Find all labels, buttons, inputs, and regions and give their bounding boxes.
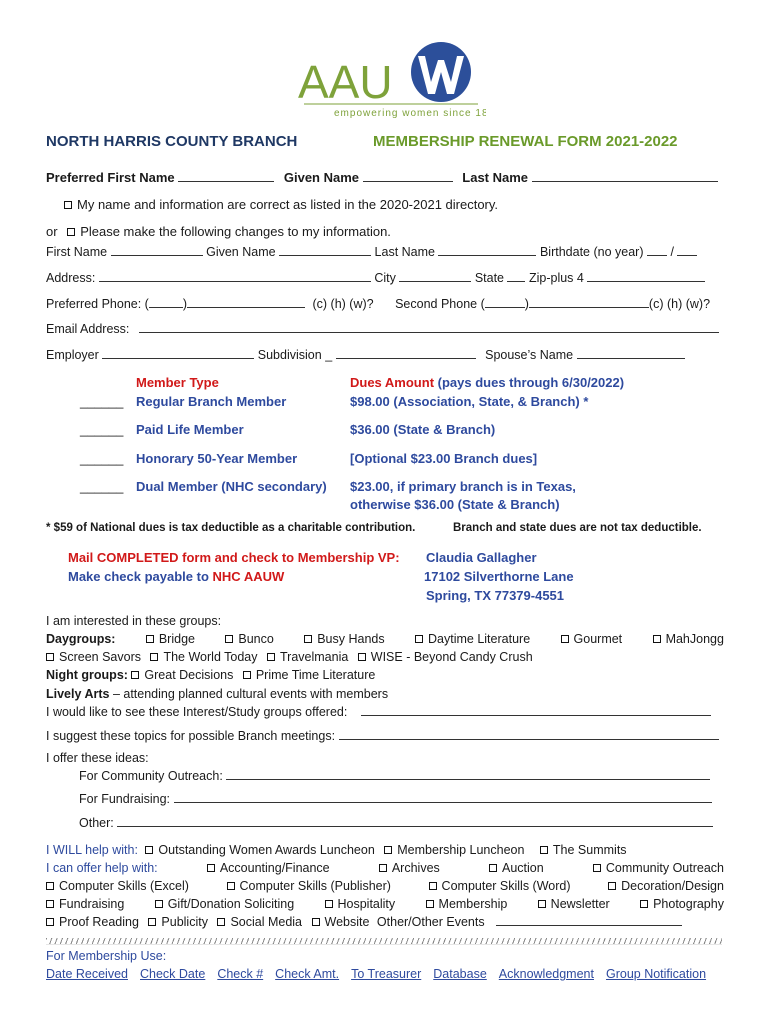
help-option[interactable] (227, 879, 391, 893)
email-row (46, 322, 719, 336)
offer-help-label: I can offer help with: (46, 861, 158, 875)
help-label: Gift/Donation Soliciting (167, 897, 295, 911)
dues-honorary: [Optional $23.00 Branch dues] (350, 451, 538, 466)
changes-option[interactable] (46, 224, 391, 239)
help-option[interactable] (538, 897, 610, 911)
birth-day-field[interactable] (677, 245, 697, 256)
dash: _ (325, 348, 333, 362)
daygroups-label: Daygroups: (46, 632, 116, 646)
address-field[interactable] (99, 271, 371, 282)
office-use-fields (46, 967, 706, 981)
interest-study-row (46, 705, 711, 719)
fundraising-label: For Fundraising: (79, 792, 171, 806)
checkbox[interactable] (489, 864, 497, 872)
help-label: Decoration/Design (621, 879, 724, 893)
help-label: Fundraising (59, 897, 125, 911)
will-help-label: I WILL help with: (46, 843, 138, 857)
checkbox[interactable] (207, 864, 215, 872)
vp-name: Claudia Gallagher (426, 550, 537, 565)
phone-types: (c) (h) (w)? (312, 297, 374, 311)
group-label: Daytime Literature (428, 632, 531, 646)
birth-month-field[interactable] (647, 245, 667, 256)
help-option[interactable] (217, 915, 302, 929)
group-label: Bridge (158, 632, 195, 646)
interest-study-label: I would like to see these Interest/Study groups offered: (46, 705, 348, 719)
mail-instruction: Mail COMPLETED form and check to Membership VP: (68, 550, 400, 565)
help-label: Accounting/Finance (219, 861, 330, 875)
ideas-label: I offer these ideas: (46, 751, 149, 765)
dues-header (350, 375, 624, 390)
office-field: Check # (217, 967, 264, 981)
group-option[interactable] (131, 668, 233, 682)
tax-note-national: * $59 of National dues is tax deductible as a charitable contribution. (46, 522, 416, 534)
spouse-name-label: Spouse’s Name (485, 348, 574, 362)
will-help-row (46, 843, 627, 857)
checkbox[interactable] (538, 900, 546, 908)
help-label: Website (324, 915, 370, 929)
help-option[interactable] (593, 861, 724, 875)
help-label: The Summits (552, 843, 627, 857)
second-phone-field[interactable] (529, 297, 649, 308)
form-title: MEMBERSHIP RENEWAL FORM 2021-2022 (373, 133, 678, 150)
divider-shadow (46, 944, 722, 945)
zip-field[interactable] (587, 271, 705, 282)
dues-dual: $23.00, if primary branch is in Texas, (350, 479, 576, 494)
group-label: Travelmania (279, 650, 349, 664)
preferred-phone-label: Preferred Phone: ( (46, 297, 149, 311)
help-option[interactable] (148, 915, 208, 929)
area-code-field[interactable] (149, 297, 183, 308)
help-row-3 (46, 879, 724, 893)
help-option[interactable] (384, 843, 524, 857)
office-field: Group Notification (605, 967, 707, 981)
outreach-row (79, 769, 710, 783)
checkbox[interactable] (429, 882, 437, 890)
paren: ) (524, 297, 529, 311)
checkbox[interactable] (46, 882, 54, 890)
group-label: Prime Time Literature (255, 668, 376, 682)
checkbox[interactable] (46, 900, 54, 908)
zip-label: Zip-plus 4 (528, 271, 584, 285)
preferred-phone-field[interactable] (187, 297, 305, 308)
dues-note: (pays dues through 6/30/2022) (437, 375, 625, 390)
group-label: WISE - Beyond Candy Crush (370, 650, 533, 664)
state-field[interactable] (507, 271, 525, 282)
checkbox[interactable] (67, 228, 75, 236)
checkbox[interactable] (155, 900, 163, 908)
dues-amount-label: Dues Amount (350, 375, 435, 390)
help-label: Hospitality (337, 897, 396, 911)
birthdate-label: Birthdate (no year) (539, 245, 644, 259)
other-field[interactable] (117, 816, 713, 827)
name-line (46, 170, 718, 185)
outreach-label: For Community Outreach: (79, 769, 223, 783)
first-name-label: First Name (46, 245, 108, 259)
address-row (46, 271, 705, 285)
blank[interactable]: ______ (80, 479, 124, 494)
help-label: Membership (438, 897, 508, 911)
city-field[interactable] (399, 271, 471, 282)
help-option[interactable] (608, 879, 724, 893)
aauw-logo (296, 38, 486, 124)
lively-arts-row (46, 687, 388, 701)
vp-street: 17102 Silverthorne Lane (424, 569, 574, 584)
office-field: Check Date (140, 967, 206, 981)
second-area-code-field[interactable] (485, 297, 525, 308)
checkbox[interactable] (46, 918, 54, 926)
night-groups-label: Night groups: (46, 668, 128, 682)
help-label: Publicity (161, 915, 208, 929)
employer-row (46, 348, 685, 362)
checkbox[interactable] (358, 653, 366, 661)
checkbox[interactable] (415, 635, 423, 643)
changes-label: Please make the following changes to my information. (80, 224, 391, 239)
group-option[interactable] (561, 632, 623, 646)
help-option[interactable] (379, 861, 440, 875)
employer-label: Employer (46, 348, 99, 362)
group-option[interactable] (415, 632, 530, 646)
blank[interactable]: ______ (80, 394, 124, 409)
info-correct-label: My name and information are correct as listed in the 2020-2021 directory. (77, 197, 499, 212)
office-use-label: For Membership Use: (46, 949, 167, 963)
help-label: Membership Luncheon (397, 843, 525, 857)
second-phone-label: Second Phone ( (395, 297, 485, 311)
help-option[interactable] (489, 861, 544, 875)
help-option[interactable] (207, 861, 330, 875)
offer-help-row (46, 861, 724, 875)
branch-name: NORTH HARRIS COUNTY BRANCH (46, 133, 298, 150)
paren: ) (182, 297, 188, 311)
group-label: Bunco (238, 632, 274, 646)
help-option[interactable] (426, 897, 508, 911)
groups-intro: I am interested in these groups: (46, 614, 222, 628)
info-correct-option[interactable] (64, 197, 498, 212)
phone-types: (c) (h) (w)? (648, 297, 711, 311)
given-name-label: Given Name (206, 245, 276, 259)
help-label: Newsletter (550, 897, 610, 911)
state-label: State (474, 271, 504, 285)
checkbox[interactable] (217, 918, 225, 926)
group-option[interactable] (46, 650, 141, 664)
member-type-dual: Dual Member (NHC secondary) (136, 479, 327, 494)
member-type-regular: Regular Branch Member (136, 394, 287, 409)
checkbox[interactable] (325, 900, 333, 908)
help-option[interactable] (640, 897, 724, 911)
checkbox[interactable] (243, 671, 251, 679)
outreach-field[interactable] (226, 769, 710, 780)
checkbox[interactable] (312, 918, 320, 926)
address-label: Address: (46, 271, 96, 285)
dues-regular: $98.00 (Association, State, & Branch) * (350, 394, 589, 409)
payable-to: NHC AAUW (212, 569, 285, 584)
fundraising-field[interactable] (174, 792, 712, 803)
checkbox[interactable] (608, 882, 616, 890)
group-option[interactable] (653, 632, 724, 646)
group-option[interactable] (243, 668, 375, 682)
help-option[interactable] (46, 897, 124, 911)
help-option[interactable] (325, 897, 396, 911)
group-label: Great Decisions (144, 668, 234, 682)
last-name-label: Last Name (462, 170, 529, 185)
checkbox[interactable] (379, 864, 387, 872)
group-option[interactable] (225, 632, 273, 646)
group-option[interactable] (304, 632, 384, 646)
blank[interactable]: ______ (80, 451, 124, 466)
member-type-honorary: Honorary 50-Year Member (136, 451, 298, 466)
email-label: Email Address: (46, 322, 130, 336)
night-groups-row (46, 668, 375, 682)
help-label: Photography (653, 897, 724, 911)
last-name-field[interactable] (532, 171, 718, 182)
help-label: Proof Reading (59, 915, 139, 929)
fundraising-ideas-row (79, 792, 712, 806)
subdivision-label: Subdivision (257, 348, 322, 362)
employer-field[interactable] (102, 348, 254, 359)
lively-arts-label: Lively Arts (46, 687, 110, 701)
member-type-life: Paid Life Member (136, 422, 244, 437)
help-label: Auction (501, 861, 544, 875)
help-row-5 (46, 915, 682, 929)
group-option[interactable] (358, 650, 533, 664)
daygroups-row-1 (46, 632, 724, 646)
last-name-field[interactable] (438, 245, 536, 256)
office-field: Check Amt. (275, 967, 340, 981)
payable-prefix: Make check payable to (68, 569, 209, 584)
logo-tagline: empowering women since 1881 (334, 108, 486, 119)
first-name-field[interactable] (111, 245, 203, 256)
checkbox[interactable] (148, 918, 156, 926)
help-option[interactable] (145, 843, 374, 857)
vp-city: Spring, TX 77379-4551 (426, 588, 565, 603)
group-label: Gourmet (573, 632, 623, 646)
help-option[interactable] (46, 879, 189, 893)
group-label: The World Today (163, 650, 258, 664)
help-label: Outstanding Women Awards Luncheon (158, 843, 375, 857)
dues-life: $36.00 (State & Branch) (350, 422, 496, 437)
member-type-header: Member Type (136, 375, 219, 390)
checkbox[interactable] (426, 900, 434, 908)
last-name-label: Last Name (374, 245, 435, 259)
checkbox[interactable] (225, 635, 233, 643)
office-field: Date Received (46, 967, 128, 981)
other-label: Other: (79, 816, 114, 830)
interest-study-field[interactable] (361, 705, 711, 716)
checkbox[interactable] (150, 653, 158, 661)
help-label: Computer Skills (Excel) (59, 879, 189, 893)
other-ideas-row (79, 816, 713, 830)
email-field[interactable] (139, 322, 719, 333)
help-label: Computer Skills (Word) (441, 879, 571, 893)
lively-arts-text: – attending planned cultural events with members (112, 687, 389, 701)
preferred-first-name-label: Preferred First Name (46, 170, 175, 185)
help-option[interactable] (429, 879, 571, 893)
help-label: Social Media (230, 915, 303, 929)
help-label: Community Outreach (605, 861, 724, 875)
help-option[interactable] (155, 897, 294, 911)
office-field: To Treasurer (351, 967, 422, 981)
checkbox[interactable] (593, 864, 601, 872)
checkbox[interactable] (640, 900, 648, 908)
topics-field[interactable] (339, 729, 719, 740)
city-label: City (374, 271, 396, 285)
topics-row (46, 729, 719, 743)
daygroups-row-2 (46, 650, 539, 664)
checkbox[interactable] (384, 846, 392, 854)
office-field: Database (433, 967, 487, 981)
preferred-first-name-field[interactable] (178, 171, 274, 182)
logo-letters: AAU (298, 56, 393, 108)
slash: / (670, 245, 674, 259)
group-label: Busy Hands (317, 632, 385, 646)
office-field: Acknowledgment (498, 967, 594, 981)
help-label: Archives (391, 861, 440, 875)
group-label: MahJongg (665, 632, 724, 646)
checkbox[interactable] (64, 201, 72, 209)
group-option[interactable] (146, 632, 195, 646)
help-option[interactable] (540, 843, 627, 857)
checkbox[interactable] (561, 635, 569, 643)
group-option[interactable] (150, 650, 257, 664)
group-option[interactable] (267, 650, 348, 664)
checkbox[interactable] (540, 846, 548, 854)
or-label: or (46, 224, 58, 239)
dues-dual-otherwise: otherwise $36.00 (State & Branch) (350, 497, 560, 512)
other-events-field[interactable] (496, 915, 682, 926)
help-row-4 (46, 897, 724, 911)
given-name-label: Given Name (283, 170, 360, 185)
help-option[interactable] (312, 915, 370, 929)
other-events-label: Other/Other Events (376, 915, 485, 929)
tax-note-branch: Branch and state dues are not tax deductible. (453, 522, 702, 534)
payable-line (68, 569, 284, 584)
given-name-field[interactable] (363, 171, 453, 182)
group-label: Screen Savors (59, 650, 141, 664)
blank[interactable]: ______ (80, 422, 124, 437)
help-label: Computer Skills (Publisher) (239, 879, 391, 893)
help-option[interactable] (46, 915, 139, 929)
phone-row (46, 297, 710, 311)
changes-name-row (46, 245, 697, 259)
subdivision-field[interactable] (336, 348, 476, 359)
checkbox[interactable] (46, 653, 54, 661)
given-name-field[interactable] (279, 245, 371, 256)
checkbox[interactable] (304, 635, 312, 643)
checkbox[interactable] (227, 882, 235, 890)
topics-label: I suggest these topics for possible Branch meetings: (46, 729, 336, 743)
checkbox[interactable] (131, 671, 139, 679)
spouse-name-field[interactable] (577, 348, 685, 359)
checkbox[interactable] (146, 635, 154, 643)
aauw-logo-graphic (296, 38, 486, 124)
checkbox[interactable] (145, 846, 153, 854)
checkbox[interactable] (267, 653, 275, 661)
checkbox[interactable] (653, 635, 661, 643)
